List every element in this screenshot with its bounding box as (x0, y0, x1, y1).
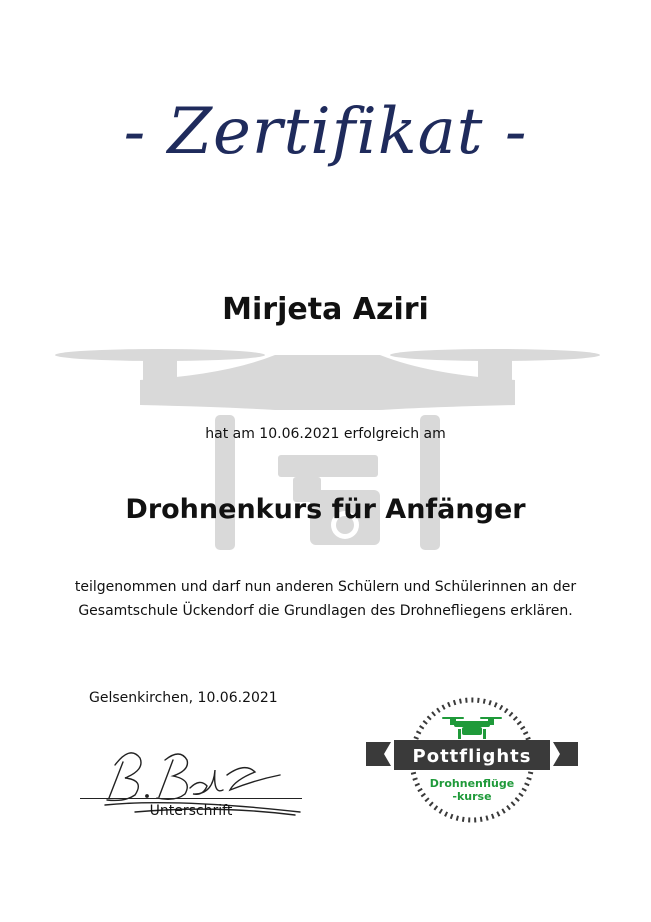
logo-tagline-2: -kurse (452, 790, 492, 803)
certificate-title: - Zertifikat - (123, 95, 528, 169)
certificate-description (60, 575, 591, 623)
description-line-2: Gesamtschule Ückendorf die Grundlagen des Drohnefliegens erklären. (78, 603, 573, 619)
description-line-1: teilgenommen und darf nun anderen Schülern und Schülerinnen an der (74, 579, 577, 595)
signature-line (80, 798, 302, 799)
logo-brand: Pottflights (412, 746, 532, 767)
place-date: Gelsenkirchen, 10.06.2021 (89, 690, 278, 706)
pottflights-logo (366, 696, 578, 824)
signature-label: Unterschrift (149, 803, 233, 819)
drone-icon (442, 717, 502, 739)
logo-tagline-1: Drohnenflüge (429, 777, 515, 790)
attendance-line: hat am 10.06.2021 erfolgreich am (205, 426, 446, 442)
course-name: Drohnenkurs für Anfänger (125, 494, 526, 525)
recipient-name: Mirjeta Aziri (222, 292, 429, 327)
